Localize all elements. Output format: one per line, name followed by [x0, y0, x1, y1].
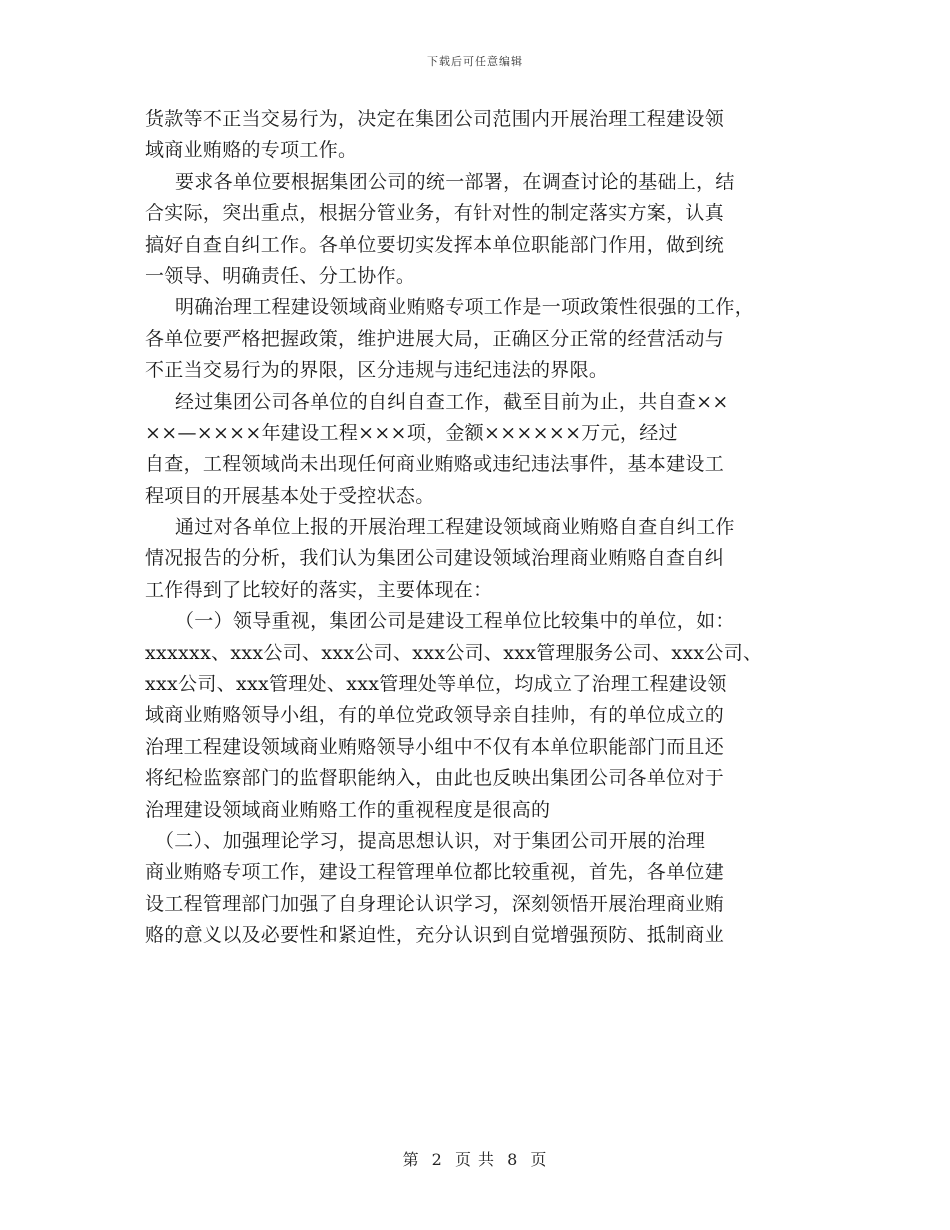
text-line: （一）领导重视，集团公司是建设工程单位比较集中的单位，如： — [175, 610, 735, 633]
text-line: 要求各单位要根据集团公司的统一部署，在调查讨论的基础上，结 — [175, 170, 735, 193]
text-line: 明确治理工程建设领域商业贿赂专项工作是一项政策性很强的工作， — [175, 296, 755, 319]
text-line: 治理工程建设领域商业贿赂领导小组中不仅有本单位职能部门而且还 — [145, 735, 725, 758]
footer-suffix: 页 — [530, 1150, 548, 1169]
text-line: 一领导、明确责任、分工协作。 — [145, 264, 416, 287]
text-line: xxxxxx、xxx公司、xxx公司、xxx公司、xxx管理服务公司、xxx公司、 — [145, 641, 763, 664]
text-line: 将纪检监察部门的监督职能纳入，由此也反映出集团公司各单位对于 — [145, 767, 725, 790]
text-line: 合实际，突出重点，根据分管业务，有针对性的制定落实方案，认真 — [145, 202, 725, 225]
text-line: 不正当交易行为的界限，区分违规与违纪违法的界限。 — [145, 359, 609, 382]
footer-page-number: 2 — [431, 1150, 443, 1169]
text-line: 设工程管理部门加强了自身理论认识学习，深刻领悟开展治理商业贿 — [145, 892, 725, 915]
text-line: 各单位要严格把握政策，维护进展大局，正确区分正常的经营活动与 — [145, 327, 725, 350]
footer-total-pages: 8 — [507, 1150, 519, 1169]
text-line: 经过集团公司各单位的自纠自查工作，截至目前为止，共自查×× — [175, 390, 729, 413]
document-body — [145, 104, 825, 952]
text-line: 治理建设领域商业贿赂工作的重视程度是很高的 — [145, 798, 551, 821]
text-line: 域商业贿赂的专项工作。 — [145, 139, 358, 162]
text-line: 通过对各单位上报的开展治理工程建设领域商业贿赂自查自纠工作 — [175, 516, 735, 539]
text-line: xxx公司、xxx管理处、xxx管理处等单位，均成立了治理工程建设领 — [145, 673, 727, 696]
text-line: 自查，工程领域尚未出现任何商业贿赂或违纪违法事件，基本建设工 — [145, 453, 725, 476]
text-line: ××—××××年建设工程×××项，金额××××××万元，经过 — [145, 421, 678, 444]
text-line: 工作得到了比较好的落实，主要体现在： — [145, 578, 493, 601]
text-line: （二）、加强理论学习，提高思想认识，对于集团公司开展的治理 — [155, 829, 706, 852]
text-line: 搞好自查自纠工作。各单位要切实发挥本单位职能部门作用，做到统 — [145, 233, 725, 256]
page-header-note: 下载后可任意编辑 — [427, 55, 523, 68]
text-line: 情况报告的分析，我们认为集团公司建设领域治理商业贿赂自查自纠 — [145, 547, 725, 570]
text-line: 货款等不正当交易行为，决定在集团公司范围内开展治理工程建设领 — [145, 108, 725, 130]
footer-prefix: 第 — [402, 1150, 420, 1169]
text-line: 域商业贿赂领导小组，有的单位党政领导亲自挂帅，有的单位成立的 — [145, 704, 725, 727]
text-line: 商业贿赂专项工作，建设工程管理单位都比较重视，首先，各单位建 — [145, 861, 725, 884]
footer-middle: 页 共 — [454, 1150, 496, 1169]
text-line: 赂的意义以及必要性和紧迫性，充分认识到自觉增强预防、抵制商业 — [145, 924, 725, 947]
page-footer — [0, 1147, 950, 1170]
text-line: 程项目的开展基本处于受控状态。 — [145, 484, 435, 507]
